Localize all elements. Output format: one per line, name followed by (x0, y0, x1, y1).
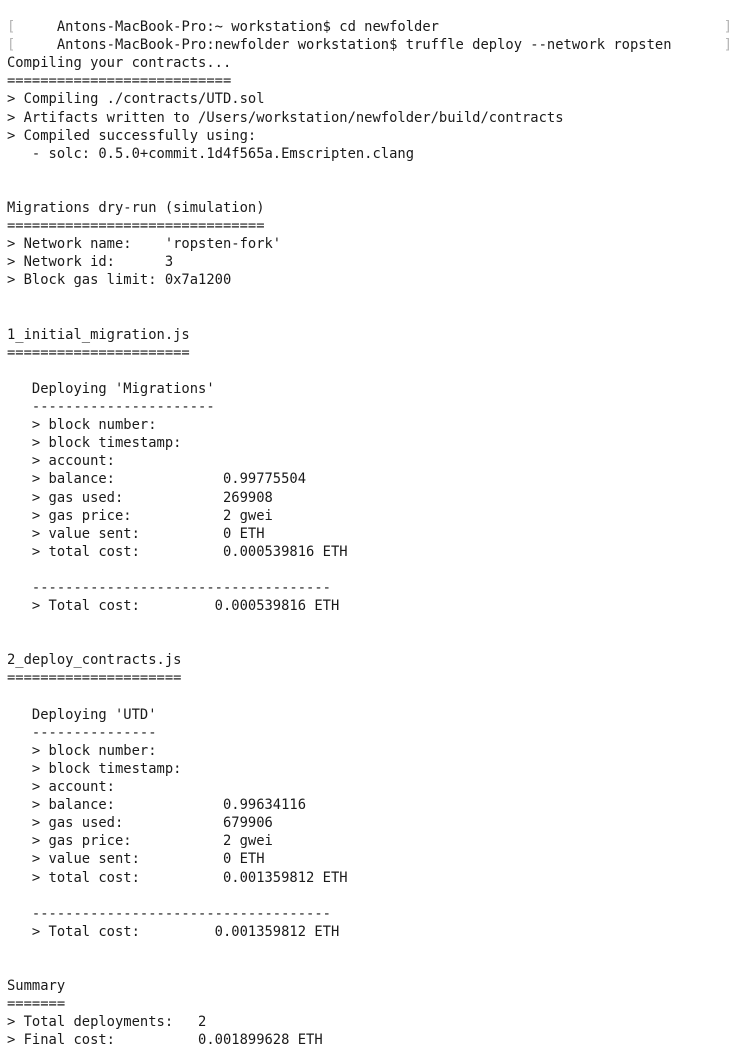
terminal-line: > Network id: 3 (7, 254, 174, 271)
terminal-line (7, 941, 736, 959)
terminal-line: Migrations dry-run (simulation) (7, 200, 265, 217)
terminal-line: Compiling your contracts... (7, 55, 232, 72)
terminal-line (7, 688, 736, 706)
terminal-line: > Total cost: 0.000539816 ETH (7, 598, 340, 615)
terminal-line: > block timestamp: (7, 760, 182, 777)
terminal-line (7, 290, 736, 308)
terminal-line: Deploying 'Migrations' (7, 380, 215, 397)
line-bracket-left: [ (7, 19, 16, 36)
terminal-line: > Final cost: 0.001899628 ETH (7, 1032, 323, 1049)
terminal-line (7, 18, 736, 54)
terminal-line: > balance: 0.99775504 (7, 471, 307, 488)
terminal-line: > Total cost: 0.001359812 ETH (7, 923, 340, 940)
terminal-line: Summary (7, 978, 66, 995)
terminal-line: ---------------------- (7, 399, 215, 416)
terminal-line: > gas price: 2 gwei (7, 833, 273, 850)
terminal-line (7, 615, 736, 633)
terminal-line: > Compiled successfully using: (7, 127, 257, 144)
terminal-line (7, 0, 736, 36)
terminal-line: =============================== (7, 218, 265, 235)
terminal-line (7, 163, 736, 181)
terminal-line: > account: (7, 779, 115, 796)
terminal-line (7, 887, 736, 905)
terminal-line: > gas used: 269908 (7, 489, 273, 506)
terminal-line: > balance: 0.99634116 (7, 797, 307, 814)
terminal-line: ====================== (7, 344, 190, 361)
terminal-line: > Artifacts written to /Users/workstation/newfolder/build/contracts (7, 109, 564, 126)
terminal-line (7, 561, 736, 579)
terminal-line: ------------------------------------ (7, 905, 331, 922)
terminal-line (7, 362, 736, 380)
terminal-line: Deploying 'UTD' (7, 706, 157, 723)
terminal-line (7, 633, 736, 651)
line-bracket-right: ] (723, 19, 732, 36)
line-bracket-right: ] (723, 37, 732, 54)
terminal-line: - solc: 0.5.0+commit.1d4f565a.Emscripten.clang (7, 145, 415, 162)
terminal-line: =========================== (7, 73, 232, 90)
terminal-line: > block timestamp: (7, 435, 182, 452)
line-bracket-left: [ (7, 37, 16, 54)
terminal-line: > block number: (7, 742, 157, 759)
line-text: Antons-MacBook-Pro:newfolder workstation$ truffle deploy --network ropsten (56, 37, 672, 54)
terminal-line: ------------------------------------ (7, 580, 331, 596)
terminal-line: > Block gas limit: 0x7a1200 (7, 272, 232, 289)
terminal-line (7, 308, 736, 326)
terminal-line: > gas price: 2 gwei (7, 507, 273, 524)
line-text: Antons-MacBook-Pro:~ workstation$ cd newfolder (56, 19, 439, 36)
terminal-line (7, 959, 736, 977)
terminal-line: > total cost: 0.001359812 ETH (7, 869, 348, 886)
terminal-line: > total cost: 0.000539816 ETH (7, 543, 348, 560)
terminal-line: > Network name: 'ropsten-fork' (7, 236, 282, 253)
terminal-line: > block number: (7, 417, 157, 434)
terminal-line: ======= (7, 996, 66, 1013)
terminal-line: 1_initial_migration.js (7, 326, 190, 343)
terminal-line: 2_deploy_contracts.js (7, 652, 182, 669)
terminal-line: > Total deployments: 2 (7, 1014, 207, 1031)
terminal-line: > account: (7, 453, 115, 470)
terminal-line: > Compiling ./contracts/UTD.sol (7, 91, 265, 108)
terminal-line: ===================== (7, 670, 182, 687)
terminal-line: > value sent: 0 ETH (7, 851, 265, 868)
terminal-line: --------------- (7, 724, 157, 741)
terminal-line: > gas used: 679906 (7, 815, 273, 832)
terminal-line: > value sent: 0 ETH (7, 525, 265, 542)
terminal-line (7, 181, 736, 199)
